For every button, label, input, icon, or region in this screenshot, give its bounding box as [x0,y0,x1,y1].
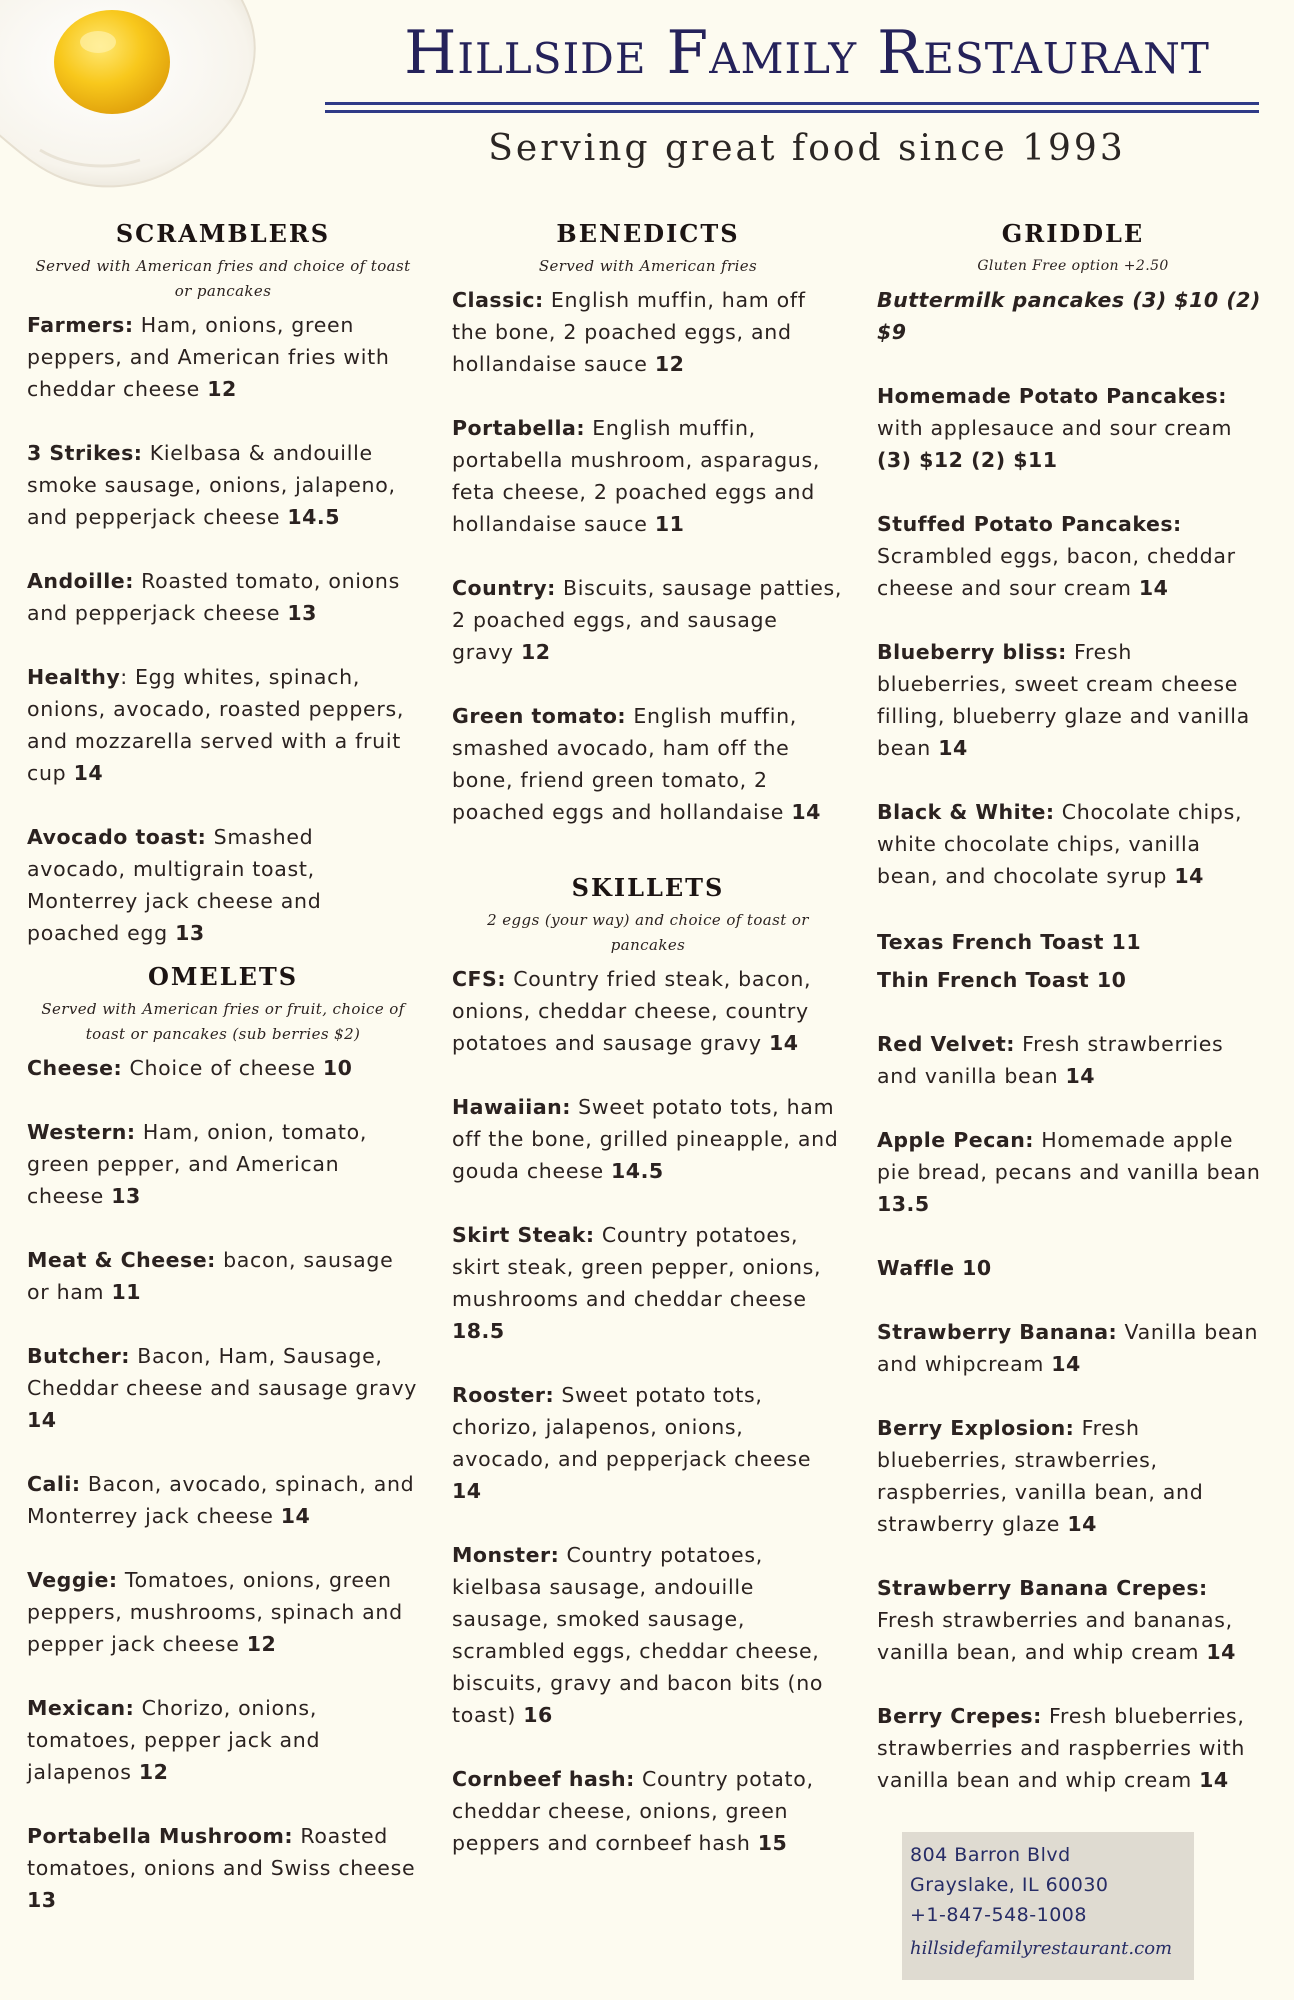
item-name: Cornbeef hash: [452,1767,635,1791]
menu-item [27,309,419,405]
column-right [877,214,1269,1828]
item-name: Red Velvet: [877,1032,1015,1056]
item-desc: Fresh strawberries and vanilla bean [877,1032,1224,1088]
item-desc: Fresh strawberries and bananas, vanilla bean, and whip cream [877,1608,1233,1664]
item-name: Healthy [27,665,121,689]
menu-item [27,821,419,949]
item-name: Hawaiian: [452,1095,571,1119]
menu-item [27,437,419,533]
item-name: Texas French Toast 11 [877,930,1142,954]
section-griddle [877,214,1269,1796]
item-name: Veggie: [27,1568,118,1592]
item-name: Farmers: [27,313,134,337]
menu-item [877,1572,1269,1668]
item-name: CFS: [452,967,507,991]
item-desc: bacon, sausage or ham [27,1248,394,1304]
item-price: 14 [452,1479,482,1503]
item-name: Thin French Toast 10 [877,968,1127,992]
section-title: SCRAMBLERS [115,219,331,248]
item-name: Cheese: [27,1056,123,1080]
menu-item [877,1124,1269,1220]
item-price: 11 [654,512,685,536]
section-subtitle: Gluten Free option +2.50 [977,258,1169,274]
menu-item [452,412,844,540]
title-rule-bottom [325,110,1259,113]
menu-item [452,1539,844,1731]
item-price: 14 [1199,1768,1229,1792]
item-name: Stuffed Potato Pancakes: [877,512,1182,536]
item-price: 14 [27,1408,57,1432]
section-title: SKILLETS [571,873,725,902]
item-name: Portabella: [452,416,586,440]
section-subtitle: Served with American fries [538,257,758,275]
menu-item [452,284,844,380]
item-desc: Homemade apple pie bread, pecans and vanilla bean [877,1128,1261,1184]
item-price: 14.5 [287,505,340,529]
item-desc: Chorizo, onions, tomatoes, pepper jack and jalapenos [27,1696,321,1784]
menu-item [452,700,844,828]
item-desc: Fresh blueberries, sweet cream cheese filling, blueberry glaze and vanilla bean [877,640,1250,760]
item-name: Cali: [27,1472,81,1496]
menu-item [27,1820,419,1916]
item-price: 15 [757,1831,788,1855]
menu-item [877,964,1269,996]
item-name: Strawberry Banana: [877,1320,1118,1344]
item-price: 18.5 [452,1319,505,1343]
item-price: 14 [791,800,821,824]
item-desc: Bacon, Ham, Sausage, Cheddar cheese and sausage gravy [27,1344,418,1400]
item-name: Western: [27,1120,136,1144]
tagline: Serving great food since 1993 [488,128,1126,169]
menu-item [877,380,1269,476]
item-price: 12 [521,640,551,664]
item-price: 14 [1067,1512,1097,1536]
menu-item [27,565,419,629]
menu-item [452,572,844,668]
item-price: 14 [1051,1352,1081,1376]
address-street: 804 Barron Blvd [910,1844,1071,1866]
item-desc: Sweet potato tots, ham off the bone, grilled pineapple, and gouda cheese [452,1095,839,1183]
menu-item [27,1468,419,1532]
item-desc: Roasted tomatoes, onions and Swiss cheese [27,1824,416,1880]
menu-item [877,636,1269,764]
menu-item [27,1116,419,1212]
menu-item [452,1219,844,1347]
menu-item [877,508,1269,604]
item-desc: Roasted tomato, onions and pepperjack cheese [27,569,400,625]
menu-item [877,1316,1269,1380]
menu-item [877,926,1269,958]
item-price: 14 [1174,864,1204,888]
restaurant-title: Hillside Family Restaurant [404,18,1210,88]
item-desc: Fresh blueberries, strawberries and raspberries with vanilla bean and whip cream [877,1704,1246,1792]
item-desc: Biscuits, sausage patties, 2 poached eggs, and sausage gravy [452,576,843,664]
item-name: Berry Explosion: [877,1416,1075,1440]
item-price: 14 [73,761,104,785]
item-price: 13 [287,601,317,625]
menu-item [877,1700,1269,1796]
item-price: 14 [1138,576,1169,600]
item-desc: with applesauce and sour cream [877,416,1233,440]
item-name: Homemade Potato Pancakes: [877,384,1227,408]
item-desc: Country potatoes, kielbasa sausage, andouille sausage, smoked sausage, scrambled eggs, cheddar cheese, biscuits, gravy and bacon bits (no toast) [452,1543,824,1727]
item-name: 3 Strikes: [27,441,143,465]
item-name: Monster: [452,1543,560,1567]
menu-item [877,1252,1269,1284]
item-name: Waffle 10 [877,1256,992,1280]
menu-item [452,1091,844,1187]
menu-item [27,1244,419,1308]
section-scramblers [27,214,419,949]
item-desc: Tomatoes, onions, green peppers, mushrooms, spinach and pepper jack cheese [27,1568,403,1656]
menu-item [27,661,419,789]
menu-item [452,1763,844,1859]
menu-item [877,796,1269,892]
column-middle [452,214,844,1891]
menu-item [452,963,844,1059]
item-name: Country: [452,576,556,600]
menu-item [877,284,1269,348]
item-desc: Sweet potato tots, chorizo, jalapenos, onions, avocado, and pepperjack cheese [452,1383,812,1471]
website-link[interactable]: hillsidefamilyrestaurant.com [910,1938,1173,1959]
item-price: 12 [246,1632,277,1656]
section-subtitle: Served with American fries or fruit, choice of toast or pancakes (sub berries $2) [41,1000,405,1043]
item-price: 13 [175,921,205,945]
item-price: (3) $12 (2) $11 [877,448,1058,472]
contact-box [902,1832,1194,1980]
item-name: Mexican: [27,1696,135,1720]
item-name: Buttermilk pancakes (3) $10 (2) $9 [877,288,1261,344]
item-desc: Country potatoes, skirt steak, green pepper, onions, mushrooms and cheddar cheese [452,1223,822,1311]
item-price: 12 [654,352,685,376]
menu-item [877,1028,1269,1092]
item-desc: Choice of cheese [129,1056,316,1080]
item-name: Strawberry Banana Crepes: [877,1576,1208,1600]
item-price: 14 [938,736,968,760]
item-price: 10 [322,1056,353,1080]
item-desc: Fresh blueberries, strawberries, raspberries, vanilla bean, and strawberry glaze [877,1416,1204,1536]
section-subtitle: 2 eggs (your way) and choice of toast or pancakes [487,911,809,954]
item-name: Avocado toast: [27,825,207,849]
item-desc: English muffin, smashed avocado, ham off the bone, friend green tomato, 2 poached eggs and hollandaise [452,704,797,824]
column-left [27,214,419,1948]
section-title: OMELETS [147,962,299,991]
item-desc: Ham, onions, green peppers, and American fries with cheddar cheese [27,313,390,401]
address-city: Grayslake, IL 60030 [910,1874,1109,1896]
item-price: 11 [111,1280,141,1304]
item-name: Blueberry bliss: [877,640,1067,664]
item-desc: Vanilla bean and whipcream [877,1320,1259,1376]
item-desc: English muffin, portabella mushroom, asparagus, feta cheese, 2 poached eggs and hollandaise sauce [452,416,821,536]
item-price: 12 [138,1760,169,1784]
item-price: 14 [1206,1640,1236,1664]
menu-item [452,1379,844,1507]
menu-item [27,1340,419,1436]
menu-item [27,1692,419,1788]
item-name: Classic: [452,288,544,312]
item-desc: English muffin, ham off the bone, 2 poached eggs, and hollandaise sauce [452,288,806,376]
item-price: 14 [280,1504,311,1528]
item-price: 13 [111,1184,141,1208]
section-benedicts [452,214,844,828]
section-omelets [27,957,419,1916]
item-desc: Smashed avocado, multigrain toast, Monterrey jack cheese and poached egg [27,825,322,945]
title-rule-top [325,102,1259,105]
item-desc: Scrambled eggs, bacon, cheddar cheese and sour cream [877,544,1236,600]
item-price: 13 [27,1888,57,1912]
item-price: 16 [523,1703,553,1727]
item-desc: Bacon, avocado, spinach, and Monterrey jack cheese [27,1472,415,1528]
phone-number[interactable]: +1-847-548-1008 [910,1904,1087,1926]
section-subtitle: Served with American fries and choice of toast or pancakes [35,257,411,300]
item-name: Skirt Steak: [452,1223,595,1247]
item-desc: Country fried steak, bacon, onions, cheddar cheese, country potatoes and sausage gravy [452,967,812,1055]
item-desc: Chocolate chips, white chocolate chips, vanilla bean, and chocolate syrup [877,800,1243,888]
item-name: Meat & Cheese: [27,1248,216,1272]
item-price: 14.5 [611,1159,664,1183]
item-name: Green tomato: [452,704,627,728]
item-desc: Ham, onion, tomato, green pepper, and American cheese [27,1120,368,1208]
section-title: GRIDDLE [1001,219,1145,248]
section-title: BENEDICTS [556,219,740,248]
fried-egg-image [0,0,330,200]
item-name: Rooster: [452,1383,555,1407]
item-name: Berry Crepes: [877,1704,1042,1728]
item-price: 14 [768,1031,799,1055]
item-name: Butcher: [27,1344,130,1368]
item-name: Apple Pecan: [877,1128,1034,1152]
item-desc: Country potato, cheddar cheese, onions, green peppers and cornbeef hash [452,1767,814,1855]
item-price: 13.5 [877,1192,930,1216]
menu-item [27,1564,419,1660]
menu-item [27,1052,419,1084]
item-name: Portabella Mushroom: [27,1824,294,1848]
section-skillets [452,868,844,1859]
item-name: Andoille: [27,569,134,593]
item-desc: Kielbasa & andouille smoke sausage, onions, jalapeno, and pepperjack cheese [27,441,396,529]
menu-item [877,1412,1269,1540]
item-price: 14 [1065,1064,1096,1088]
item-desc: : Egg whites, spinach, onions, avocado, roasted peppers, and mozzarella served with a fruit cup [27,665,405,785]
item-name: Black & White: [877,800,1055,824]
item-price: 12 [207,377,237,401]
